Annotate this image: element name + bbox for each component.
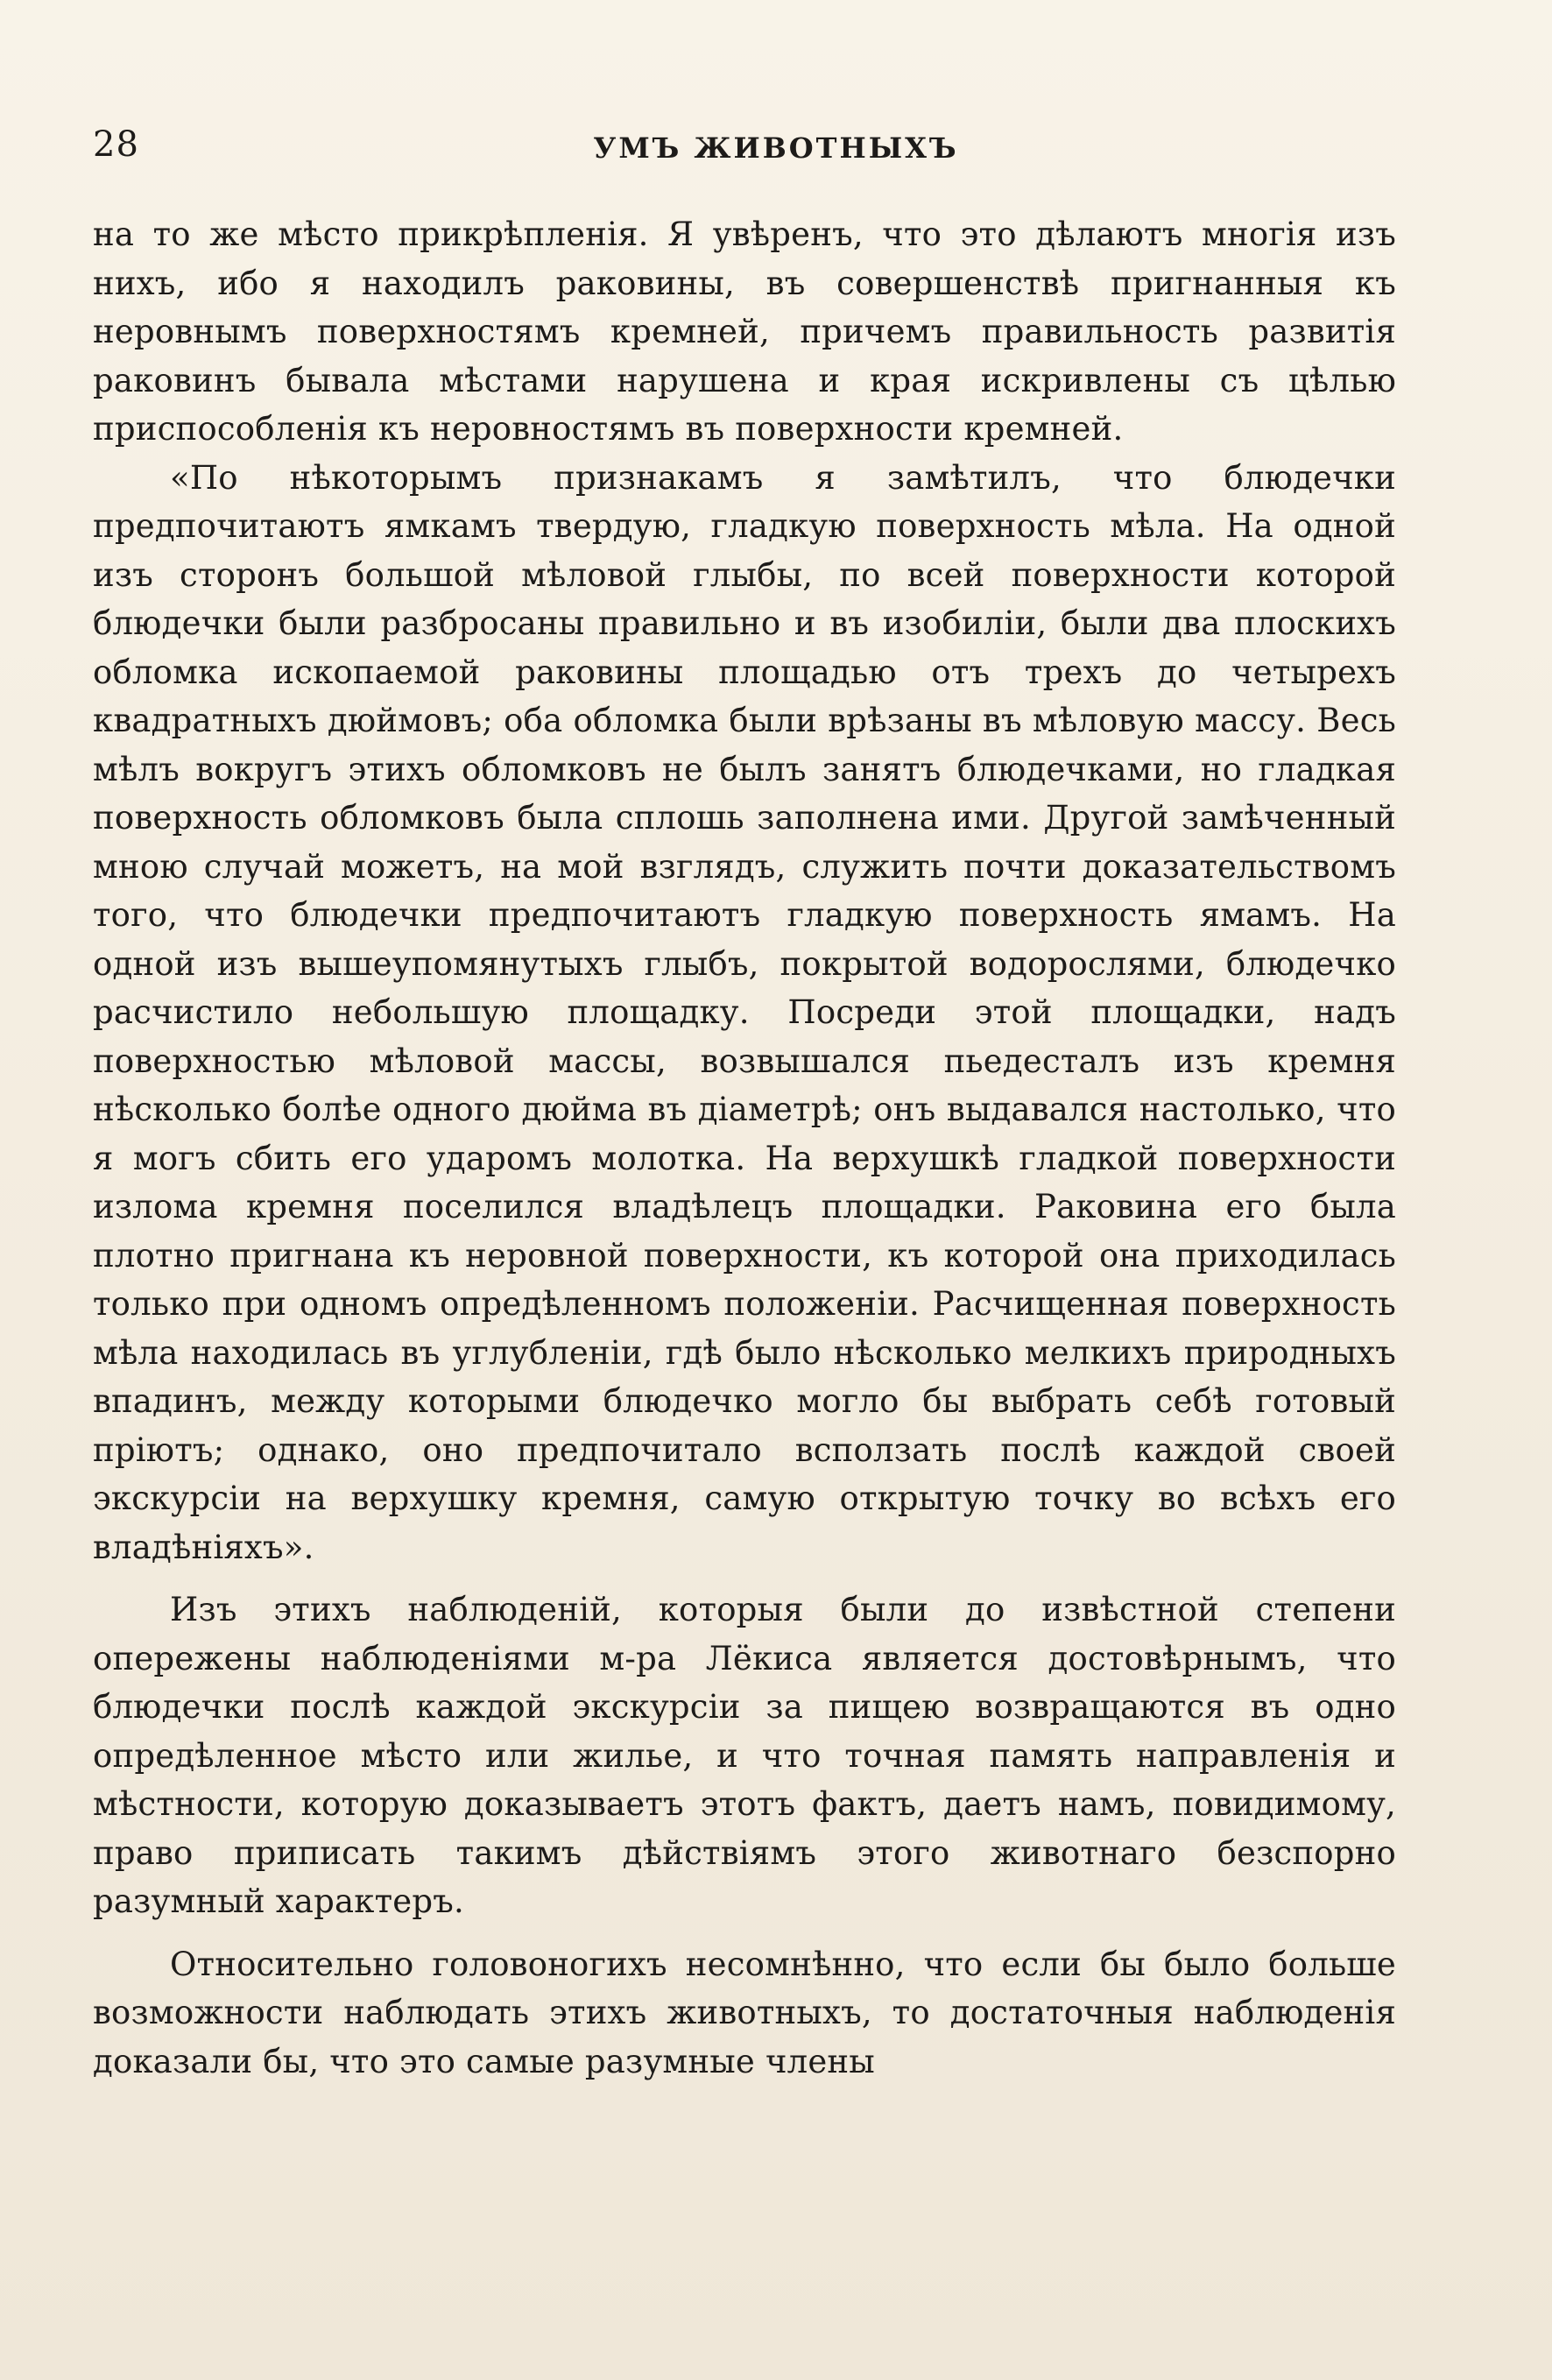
paragraph-conclusion: Изъ этихъ наблюденій, которыя были до извѣстной степени опережены наблюденіями м-ра Лёкиса является достовѣрнымъ, что блюдечки послѣ каждой экскурсіи за пищею возвращаются въ одно опредѣленное мѣсто или жилье, и что точная память направленія и мѣстности, которую доказываетъ этотъ фактъ, даетъ намъ, повидимому, право приписать такимъ дѣйствіямъ этого животнаго безспорно разумный характеръ. [93,1591,1396,1920]
paragraph-continuation: на то же мѣсто прикрѣпленія. Я увѣренъ, что это дѣлаютъ многія изъ нихъ, ибо я находилъ раковины, въ совершенствѣ пригнанныя къ неровнымъ поверхностямъ кремней, причемъ правильность развитія раковинъ бывала мѣстами нарушена и края искривлены съ цѣлью приспособленія къ неровностямъ въ поверхности кремней. [93,215,1396,448]
page-number: 28 [93,124,139,165]
running-head: УМЪ ЖИВОТНЫХЪ [593,131,959,165]
paragraph-quote: «По нѣкоторымъ признакамъ я замѣтилъ, что блюдечки предпочитаютъ ямкамъ твердую, гладкую поверхность мѣла. На одной изъ сторонъ большой мѣловой глыбы, по всей поверхности которой блюдечки были разбросаны правильно и въ изобиліи, были два плоскихъ обломка ископаемой раковины площадью отъ трехъ до четырехъ квадратныхъ дюймовъ; оба обломка были врѣзаны въ мѣловую массу. Весь мѣлъ вокругъ этихъ обломковъ не былъ занятъ блюдечками, но гладкая поверхность обломковъ была сплошь заполнена ими. Другой замѣченный мною случай можетъ, на мой взглядъ, служить почти доказательствомъ того, что блюдечки предпочитаютъ гладкую поверхность ямамъ. На одной изъ вышеупомянутыхъ глыбъ, покрытой водорослями, блюдечко расчистило небольшую площадку. Посреди этой площадки, надъ поверхностью мѣловой массы, возвышался пьедесталъ изъ кремня нѣсколько болѣе одного дюйма въ діаметрѣ; онъ выдавался настолько, что я могъ сбить его ударомъ молотка. На верхушкѣ гладкой поверхности излома кремня поселился владѣлецъ площадки. Раковина его была плотно пригнана къ неровной поверхности, къ которой она приходилась только при одномъ опредѣленномъ положеніи. Расчищенная поверхность мѣла находилась въ углубленіи, гдѣ было нѣсколько мелкихъ природныхъ впадинъ, между которыми блюдечко могло бы выбрать себѣ готовый пріютъ; однако, оно предпочитало всползать послѣ каждой своей экскурсіи на верхушку кремня, самую открытую точку во всѣхъ его владѣніяхъ». [93,458,1396,1566]
body-text [93,210,1396,2086]
paragraph-cephalopods: Относительно головоногихъ несомнѣнно, что если бы было больше возможности наблюдать этихъ животныхъ, то достаточныя наблюденія доказали бы, что это самые разумные члены [93,1945,1396,2080]
